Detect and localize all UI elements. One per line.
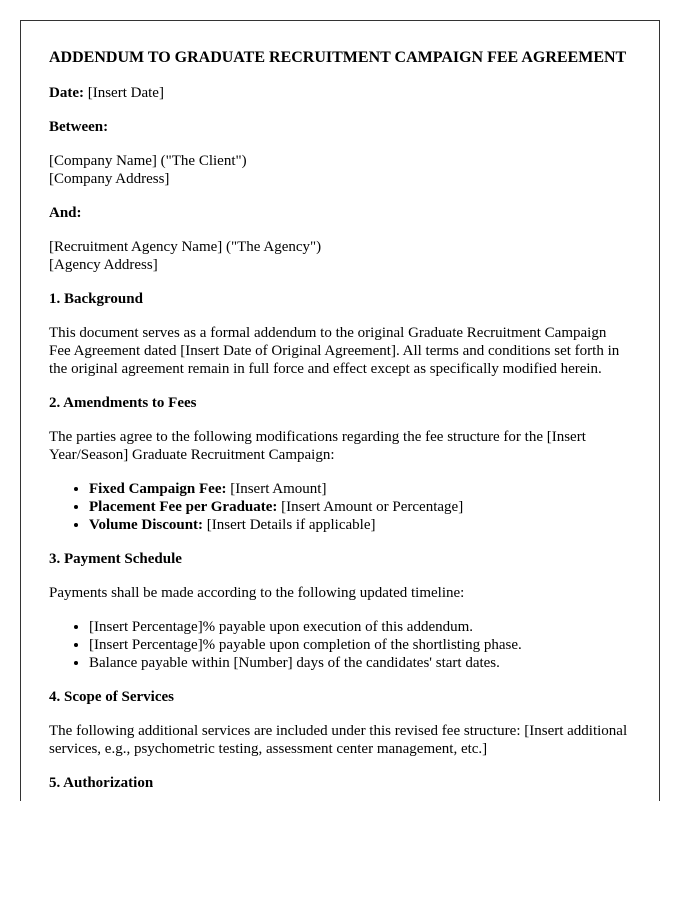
between-label bbox=[49, 118, 631, 136]
agency-block bbox=[49, 238, 631, 274]
client-block bbox=[49, 152, 631, 188]
section-heading-background: 1. Background bbox=[49, 291, 143, 307]
fee-list bbox=[49, 480, 631, 534]
payment-list bbox=[49, 618, 631, 672]
between-label-text: Between: bbox=[49, 119, 109, 135]
agency-address: [Agency Address] bbox=[49, 257, 158, 273]
section-heading-amendments: 2. Amendments to Fees bbox=[49, 395, 197, 411]
list-item: • [Insert Percentage]% payable upon execution of this addendum. bbox=[89, 618, 631, 636]
list-item bbox=[89, 516, 631, 534]
document-title: ADDENDUM TO GRADUATE RECRUITMENT CAMPAIGN FEE AGREEMENT bbox=[49, 49, 627, 66]
list-item: • [Insert Percentage]% payable upon completion of the shortlisting phase. bbox=[89, 636, 631, 654]
fee-label: Fixed Campaign Fee: bbox=[89, 481, 227, 497]
list-item: • Balance payable within [Number] days of the candidates' start dates. bbox=[89, 654, 631, 672]
fee-value: [Insert Amount] bbox=[226, 481, 327, 497]
date-label: Date: bbox=[49, 85, 84, 101]
scope-text: The following additional services are included under this revised fee structure: [Insert additional services, e.g., psychometric testing, assessment center management, etc.] bbox=[49, 723, 628, 757]
fee-value: [Insert Details if applicable] bbox=[203, 517, 376, 533]
payment-text: Payments shall be made according to the following updated timeline: bbox=[49, 585, 465, 601]
agency-name: [Recruitment Agency Name] ("The Agency") bbox=[49, 239, 322, 255]
fee-label: Placement Fee per Graduate: bbox=[89, 499, 278, 515]
client-address: [Company Address] bbox=[49, 171, 170, 187]
date-value: [Insert Date] bbox=[83, 85, 164, 101]
section-heading-scope: 4. Scope of Services bbox=[49, 689, 174, 705]
fee-label: Volume Discount: bbox=[89, 517, 204, 533]
list-item bbox=[89, 480, 631, 498]
amendments-text: The parties agree to the following modifications regarding the fee structure for the [Insert Year/Season] Graduate Recruitment Campaign: bbox=[49, 429, 586, 463]
and-label bbox=[49, 204, 631, 222]
date-line bbox=[49, 84, 631, 102]
fee-value: [Insert Amount or Percentage] bbox=[277, 499, 464, 515]
section-heading-payment: 3. Payment Schedule bbox=[49, 551, 182, 567]
section-heading-authorization: 5. Authorization bbox=[49, 775, 154, 791]
client-name: [Company Name] ("The Client") bbox=[49, 153, 247, 169]
and-label-text: And: bbox=[49, 205, 82, 221]
document-page bbox=[20, 20, 660, 801]
list-item bbox=[89, 498, 631, 516]
background-text: This document serves as a formal addendum to the original Graduate Recruitment Campaign Fee Agreement dated [Insert Date of Original Agreement]. All terms and conditions set forth in the original agreement remain in full force and effect except as specifically modified herein. bbox=[49, 325, 620, 377]
